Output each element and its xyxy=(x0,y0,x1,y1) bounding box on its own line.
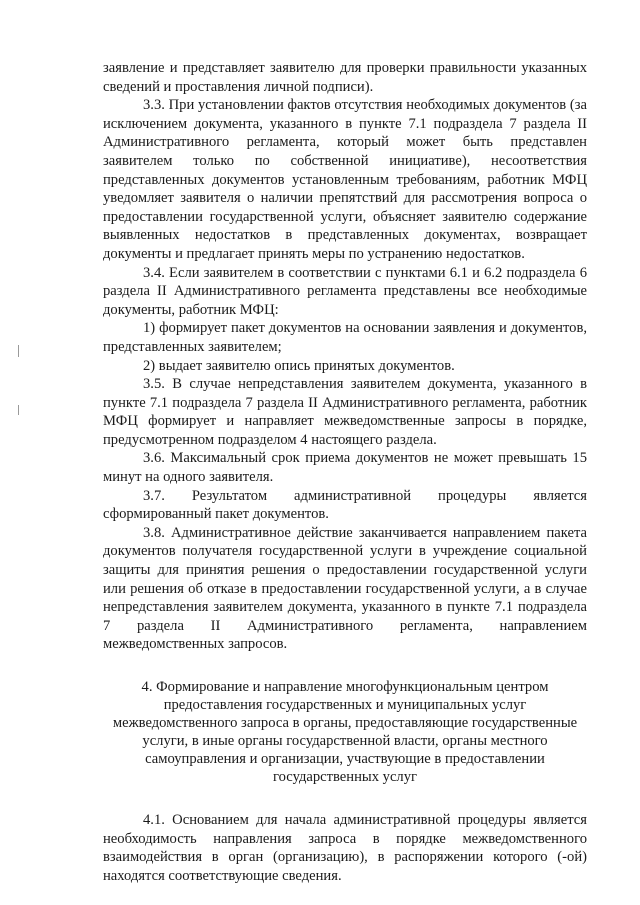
paragraph-3-4-item-1: 1) формирует пакет документов на основании заявления и документов, представленных заявителем; xyxy=(103,320,587,355)
paragraph-3-5: 3.5. В случае непредставления заявителем документа, указанного в пункте 7.1 подраздела 7 раздела II Административного регламента, работник МФЦ формирует и направляет межведомственные запросы в порядке, предусмотренном подразделом 4 настоящего раздела. xyxy=(103,376,587,448)
section-4-heading xyxy=(103,678,587,786)
document-body xyxy=(103,59,587,885)
paragraph-3-4: 3.4. Если заявителем в соответствии с пунктами 6.1 и 6.2 подраздела 6 раздела II Административного регламента представлены все необходимые документы, работник МФЦ: xyxy=(103,264,587,318)
paragraph-3-7: 3.7. Результатом административной процедуры является сформированный пакет документов. xyxy=(103,487,587,523)
paragraph-3-8: 3.8. Административное действие заканчивается направлением пакета документов получателя государственной услуги в учреждение социальной защиты для принятия решения о предоставлении государственной услуги или решения об отказе в предоставлении государственной услуги, а в случае непредставления заявителем документа, указанного в пункте 7.1 подраздела 7 раздела II Административного регламента, направлением межведомственных запросов. xyxy=(103,524,587,653)
heading-line: межведомственного запроса в органы, предоставляющие государственные xyxy=(112,715,578,731)
heading-line: самоуправления и организации, участвующие в предоставлении xyxy=(145,751,545,767)
heading-line: государственных услуг xyxy=(273,769,417,785)
heading-line: предоставления государственных и муниципальных услуг xyxy=(163,697,527,713)
paragraph-3-3: 3.3. При установлении фактов отсутствия необходимых документов (за исключением документа, указанного в пункте 7.1 подраздела 7 раздела II Административного регламента, который может быть представлен заявителем только по собственной инициативе), несоответствия представленных документов установленным требованиям, работник МФЦ уведомляет заявителя о наличии препятствий для рассмотрения вопроса о предоставлении государственной услуги, объясняет заявителю содержание выявленных недостатков в представленных документах, возвращает документы и предлагает принять меры по устранению недостатков. xyxy=(103,97,587,262)
scan-margin-mark xyxy=(18,405,19,415)
heading-line: услуги, в иные органы государственной власти, органы местного xyxy=(142,733,548,749)
heading-line: 4. Формирование и направление многофункциональным центром xyxy=(141,679,549,695)
paragraph-3-6: 3.6. Максимальный срок приема документов не может превышать 15 минут на одного заявителя. xyxy=(103,450,587,486)
paragraph-4-1: 4.1. Основанием для начала административной процедуры является необходимость направления запроса в порядке межведомственного взаимодействия в орган (организацию), в распоряжении которого (-ой) находятся соответствующие сведения. xyxy=(103,812,587,884)
scan-margin-mark xyxy=(18,345,19,357)
paragraph-3-4-item-2: 2) выдает заявителю опись принятых документов. xyxy=(143,357,455,374)
paragraph-continuation: заявление и представляет заявителю для проверки правильности указанных сведений и проставления личной подписи). xyxy=(103,60,587,95)
